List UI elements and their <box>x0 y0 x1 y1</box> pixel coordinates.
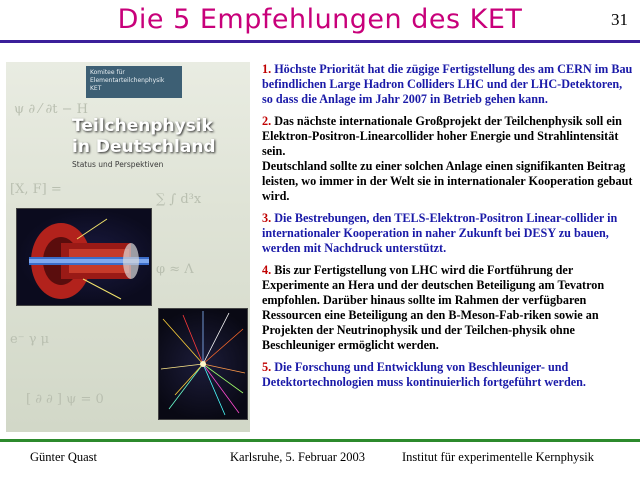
publisher-line: Elementarteilchenphysik <box>90 77 165 84</box>
footer-institute: Institut für experimentelle Kernphysik <box>402 450 594 464</box>
publisher-box <box>86 66 182 98</box>
recommendation-number: 4. <box>262 263 272 277</box>
recommendation-text: Die Bestrebungen, den TELS-Elektron-Positron Linear-collider in internationaler Kooperation in naher Zukunft bei DESY zu bauen, werden mit Nachdruck unterstützt. <box>262 211 618 255</box>
recommendation-text-extra: Deutschland sollte zu einer solchen Anlage einen signifikanten Beitrag leisten, wo immer in der Welt sie in internationaler Kooperation gebaut wird. <box>262 159 633 203</box>
collision-event-image <box>158 308 248 420</box>
recommendations-list <box>262 62 634 397</box>
recommendation-text: Höchste Priorität hat die zügige Fertigstellung des am CERN im Bau befindlichen Large Hadron Colliders LHC und der LHC-Detektoren, so dass die Anlage im Jahr 2007 in Betrieb gehen kann. <box>262 62 633 106</box>
bottom-divider <box>0 439 640 442</box>
recommendation-text: Die Forschung und Entwicklung von Beschleuniger- und Detektortechnologien muss kontinuierlich fortgeführt werden. <box>262 360 586 389</box>
recommendation-number: 3. <box>262 211 272 225</box>
recommendation-3 <box>262 211 634 256</box>
recommendation-number: 1. <box>262 62 272 76</box>
book-cover-image: ψ ∂ ⁄ ∂t − H [X, F] = ∑ ∫ d³x e⁻ γ μ [ ∂ ∂ ] ψ = 0 φ ≈ Λ Komitee für Elementarteilchenphysik KET Teilchenphysik in Deutschland Status und Perspektiven <box>6 62 250 432</box>
detector-image <box>16 208 152 306</box>
publisher-line: Komitee für <box>90 69 125 76</box>
recommendation-number: 2. <box>262 114 272 128</box>
recommendation-number: 5. <box>262 360 272 374</box>
page-number: 31 <box>611 10 628 29</box>
cover-title-line: in Deutschland <box>72 137 216 157</box>
cover-title-line: Teilchenphysik <box>72 116 213 136</box>
recommendation-text: Bis zur Fertigstellung von LHC wird die Fortführung der Experimente an Hera und der deutschen Beteiligung am Tevatron empfohlen. Darüber hinaus sollte im Rahmen der verfügbaren Ressourcen eine Beteiligung an den B-Meson-Fab-riken sowie an Projekten der Neutrinophysik und der Teilchen-physik ohne Beschleuniger ermöglicht werden. <box>262 263 605 352</box>
recommendation-5 <box>262 360 634 390</box>
recommendation-1 <box>262 62 634 107</box>
cover-title <box>72 116 216 158</box>
footer-place-date: Karlsruhe, 5. Februar 2003 <box>230 450 366 464</box>
footer-author: Günter Quast <box>30 450 97 464</box>
recommendation-4 <box>262 263 634 353</box>
publisher-line: KET <box>90 85 102 92</box>
top-divider <box>0 40 640 43</box>
slide-title: Die 5 Empfehlungen des KET <box>117 4 523 35</box>
cover-subtitle: Status und Perspektiven <box>72 160 164 169</box>
recommendation-2 <box>262 114 634 204</box>
recommendation-text: Das nächste internationale Großprojekt der Teilchenphysik soll ein Elektron-Positron-Linearcollider hoher Energie und Strahlintensität sein. <box>262 114 622 158</box>
